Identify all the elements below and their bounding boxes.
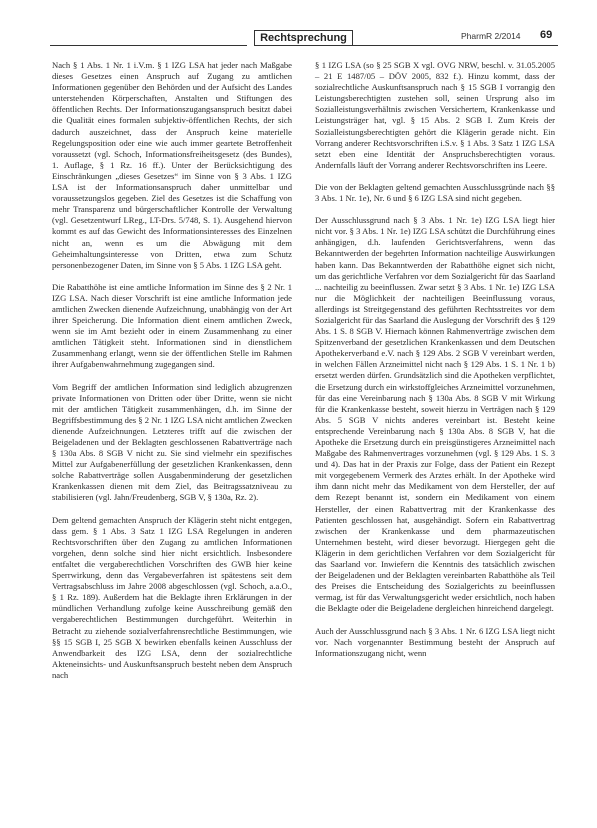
paragraph: Die Rabatthöhe ist eine amtliche Information im Sinne des § 2 Nr. 1 IZG LSA. Nach dieser Vorschrift ist eine amtliche Information jede amtlichen Zwecken dienende Aufzeichnung, unabhängig von der Art ihrer Speicherung. Die Information dient einem amtlichen Zweck, wenn sie im Amt bezieht oder in einem Zusammenhang zu einer amtlichen Tätigkeit steht. Informationen sind in dienstlichem Zusammenhang erlangt, wenn sie der öffentlichen Stelle im Rahmen ihrer Aufgabenwahrnehmung zugegangen sind. (52, 281, 292, 370)
page-header (0, 0, 597, 52)
page-number: 69 (540, 29, 553, 41)
paragraph: Die von der Beklagten geltend gemachten Ausschlussgründe nach §§ 3 Abs. 1 Nr. 1e), Nr. 6 und § 6 IZG LSA sind nicht gegeben. (315, 181, 555, 204)
journal-issue: PharmR 2/2014 (461, 31, 521, 41)
paragraph: Der Ausschlussgrund nach § 3 Abs. 1 Nr. 1e) IZG LSA liegt hier nicht vor. § 3 Abs. 1 Nr. 1e) IZG LSA schützt die Durchführung eines anhängigen, d.h. laufenden Gerichtsverfahrens, wenn das Bekanntwerden der begehrten Information nachteilige Auswirkungen haben kann. Das Bekanntwerden der Rabatthöhe eignet sich nicht, um das gerichtliche Verfahren vor dem Sozialgericht für das Saarland ... nachteilig zu beeinflussen. Zwar setzt § 3 Abs. 1 Nr. 1e) IZG LSA nur die Möglichkeit der nachteiligen Beeinflussung voraus, allerdings ist Streitgegenstand des geführten Rechtsstreites vor dem Sozialgericht für das Saarland die Auslegung der Vorschrift des § 129 Abs. 1 S. 8 SGB V. Hiernach können Rahmenverträge zwischen dem Spitzenverband der gesetzlichen Krankenkassen und dem Deutschen Apothekerverband e.V. nach § 129 Abs. 2 SGB V vereinbart werden, in welchen Fällen Arzneimittel nicht nach § 129 Abs. 1 S. 1 Nr. 1 b) ersetzt werden dürfen. Grundsätzlich sind die Apotheken verpflichtet, die Ersetzung durch ein wirkstoffgleiches Arzneimittel vorzunehmen, für das eine Vereinbarung nach § 130a Abs. 8 SGB V mit Wirkung für die Krankenkasse besteht, soweit hierzu in Verträgen nach § 129 Abs. 5 SGB V nichts anderes vereinbart ist. Besteht keine entsprechende Vereinbarung nach § 130a Abs. 8 SGB V, hat die Apotheke die Ersetzung durch ein preisgünstigeres Arzneimittel nach Maßgabe des Rahmenvertrages vorzunehmen (vgl. § 129 Abs. 1 S. 3 und 4). Das hat in der Praxis zur Folge, dass der Patient ein Rezept mit vorgegebenem Vermerk des Arztes erhält. In der Apotheke wird ihm dann nicht mehr das Medikament von dem Hersteller, der auf dem Rezept benannt ist, sondern ein Medikament von einem Hersteller, der einen Rabattvertrag mit der Krankenkasse des Patienten geschlossen hat, ausgehändigt. Sofern ein Rabattvertrag zwischen der Krankenkasse und dem pharmazeutischen Unternehmen besteht, wird dieser bevorzugt. Hiergegen geht die Klägerin in dem gerichtlichen Verfahren vor dem Sozialgericht für das Saarland vor. Inwiefern die Kenntnis des tatsächlich zwischen der Beigeladenen und der Beklagten vereinbarten Rabatthöhe als Teil des Preises die Entscheidung des Sozialgerichts zu beeinflussen vermag, ist für das Verwaltungsgericht weder ersichtlich, noch haben die Beklagte oder die Beigeladene dergleichen hinreichend dargelegt. (315, 215, 555, 614)
header-rule-left (50, 45, 247, 46)
left-column (52, 60, 292, 692)
paragraph: Dem geltend gemachten Anspruch der Klägerin steht nicht entgegen, dass gem. § 1 Abs. 3 Satz 1 IZG LSA Regelungen in anderen Rechtsvorschriften über den Zugang zu amtlichen Informationen vorgehen, denn solche sind hier nicht ersichtlich. Insbesondere entfaltet die vergaberechtlichen Vorschriften des GWB hier keine Sperrwirkung, denn das Vergabeverfahren ist spätestens seit dem Vertragsabschluss im Jahre 2008 abgeschlossen (vgl. Schoch, a.a.O., § 1 Rz. 189). Außerdem hat die Beklagte ihren Erklärungen in der mündlichen Verhandlung zufolge keine Ausschreibung gemäß den vergaberechtlichen Bestimmungen durchgeführt. Weiterhin in Betracht zu ziehende sozialverfahrensrechtliche Bestimmungen, wie §§ 15 SGB I, 25 SGB X bewirken ebenfalls keinen Ausschluss der Anwendbarkeit des IZG LSA, denn der sozialrechtliche Akteneinsichts- und Auskunftsanspruch besteht neben dem Anspruch nach (52, 514, 292, 680)
header-rule-right (353, 45, 558, 46)
right-column (315, 60, 555, 670)
paragraph: Nach § 1 Abs. 1 Nr. 1 i.V.m. § 1 IZG LSA hat jeder nach Maßgabe dieses Gesetzes einen Anspruch auf Zugang zu amtlichen Informationen gegenüber den Behörden und der Aufsicht des Landes unterstehenden Körperschaften, Anstalten und Stiftungen des öffentlichen Rechts. Der Informationszugangsanspruch besitzt dabei die Qualität eines formalen subjektiv-öffentlichen Rechts, der sich dadurch auszeichnet, dass der Anspruch keine materielle Regelungsposition oder eine wie auch immer geartete Betroffenheit voraussetzt (vgl. Schoch, Informationsfreiheitsgesetz (des Bundes), 1. Auflage, § 1 Rz. 16 ff.). Unter der Berücksichtigung des Einschränkungen „dieses Gesetzes“ im Sinne von § 3 Abs. 1 IZG LSA ist der Informationsanspruch daher unmittelbar und voraussetzungslos gegeben. Ziel des Gesetzes ist die Schaffung von mehr Transparenz und bürgerschaftlicher Kontrolle der Verwaltung (vgl. Gesetzentwurf LReg., LT-Drs. 5/748, S. 1). Ausgehend hiervon kommt es auf das Gewicht des Informationsinteresses des Einzelnen nicht an, wenn es um die Abwägung mit dem Geheimhaltungsinteresse von Dritten, etwa zum Schutz personenbezogener Daten, im Sinne von § 5 Abs. 1 IZG LSA geht. (52, 60, 292, 270)
paragraph: Vom Begriff der amtlichen Information sind lediglich abzugrenzen private Informationen von Dritten oder über Dritte, wenn sie nicht mit der amtlichen Tätigkeit zusammenhängen, d.h. im Sinne der Begriffsbestimmung des § 2 Nr. 1 IZG LSA nicht amtlichen Zwecken dienende Aufzeichnungen. Letzteres trifft auf die zwischen der Beigeladenen und der Beklagten geschlossenen Rabattverträge nach § 130a Abs. 8 SGB V nicht zu. Sie sind vielmehr ein spezifisches Mittel zur Aufgabenerfüllung der gesetzlichen Krankenkassen, denn solche Rabattverträge sollen Ausgabenminderung der gesetzlichen Krankenkassen dienen mit dem Ziel, das Beitragssatzniveau zu stabilisieren (vgl. Jahn/Freudenberg, SGB V, § 130a, Rz. 2). (52, 381, 292, 503)
paragraph: § 1 IZG LSA (so § 25 SGB X vgl. OVG NRW, beschl. v. 31.05.2005 – 21 E 1487/05 – DÖV 2005, 832 f.). Hinzu kommt, dass der sozialrechtliche Auskunftsanspruch nach § 15 SGB I vorrangig den Leistungsberechtigten zustehen soll, seinen Ursprung also im Sozialleistungsverhältnis zwischen Versichertem, Krankenkasse und Leistungsträger hat, vgl. § 15 Abs. 2 SGB I. Zum Kreis der Sozialleistungsberechtigten gehört die Klägerin gerade nicht. Ein Vorrang anderer Rechtsvorschriften i.S.v. § 1 Abs. 3 Satz 1 IZG LSA setzt eben eine Identität der Anspruchsberechtigten voraus. Andernfalls läuft der Vorrang anderer Rechtsvorschriften ins Leere. (315, 60, 555, 170)
paragraph: Auch der Ausschlussgrund nach § 3 Abs. 1 Nr. 6 IZG LSA liegt nicht vor. Nach vorgenannter Bestimmung besteht der Anspruch auf Informationszugang nicht, wenn (315, 625, 555, 658)
section-title: Rechtsprechung (254, 30, 353, 46)
